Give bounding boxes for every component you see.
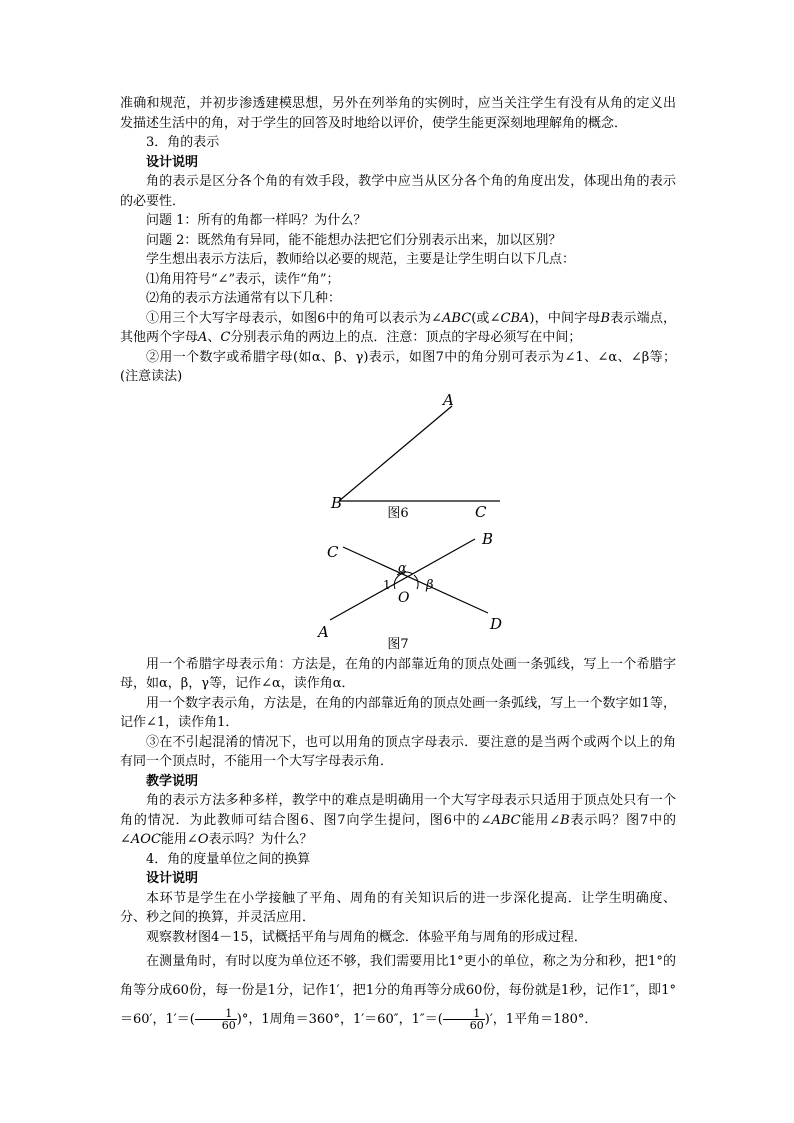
greek-letter-method: 用一个希腊字母表示角：方法是，在角的内部靠近角的顶点处画一条弧线，写上一个希腊字母，如α，β，γ等，记作∠α，读作角α． bbox=[120, 656, 676, 691]
section-4-heading: 4．角的度量单位之间的换算 bbox=[146, 851, 311, 867]
label-d: D bbox=[490, 614, 503, 633]
paragraph-observe: 观察教材图4－15，试概括平角与周角的概念．体验平角与周角的形成过程． bbox=[146, 929, 587, 945]
point-2: ⑵角的表示方法通常有以下几种： bbox=[146, 291, 342, 306]
figure-7-caption: 图7 bbox=[387, 636, 409, 652]
label-o: O bbox=[398, 589, 410, 606]
paragraph-angle-representation: 角的表示是区分各个角的有效手段，教学中应当从区分各个角的角度出发，体现出角的表示的必要性． bbox=[120, 174, 676, 209]
number-method: 用一个数字表示角，方法是，在角的内部靠近角的顶点处画一条弧线，写上一个数字如1等，记作∠1，读作角1． bbox=[120, 695, 676, 730]
label-c: C bbox=[475, 502, 487, 521]
fraction-1-60-b: $\frac{1}{60}$ bbox=[443, 1008, 485, 1031]
method-1: ①用三个大写字母表示，如图6中的角可以表示为∠ABC(或∠CBA)，中间字母B表示端点，其他两个字母A、C分别表示角的两边上的点．注意：顶点的字母必须写在中间； bbox=[120, 310, 676, 345]
paragraph-points-intro: 学生想出表示方法后，教师给以必要的规范，主要是让学生明白以下几点： bbox=[146, 252, 576, 267]
label-alpha: α bbox=[398, 560, 407, 576]
paragraph-units-intro: 本环节是学生在小学接触了平角、周角的有关知识后的进一步深化提高．让学生明确度、分、秒之间的换算，并灵活应用． bbox=[120, 890, 676, 925]
label-b: B bbox=[331, 493, 343, 512]
figure-7-diagram bbox=[120, 527, 676, 651]
label-c: C bbox=[327, 542, 339, 561]
method-3: ③在不引起混淆的情况下，也可以用角的顶点字母表示．要注意的是当两个或两个以上的角有同一个顶点时，不能用一个大写字母表示角． bbox=[120, 734, 676, 769]
label-b: B bbox=[482, 529, 494, 548]
section-3-heading: 3．角的表示 bbox=[146, 135, 220, 150]
intro-paragraph: 准确和规范，并初步渗透建模思想，另外在列举角的实例时，应当关注学生有没有从角的定义出发描述生活中的角，对于学生的回答及时地给以评价，使学生能更深刻地理解角的概念． bbox=[120, 96, 676, 131]
line-cd bbox=[343, 547, 488, 613]
label-beta: β bbox=[426, 577, 434, 593]
label-one: 1 bbox=[383, 577, 391, 592]
teaching-note: 角的表示方法多种多样，教学中的难点是明确用一个大写字母表示只适用于顶点处只有一个角的情况．为此教师可结合图6、图7向学生提问，图6中的∠ABC能用∠B表示吗？图7中的∠AOC能用∠O表示吗？为什么？ bbox=[120, 793, 676, 847]
question-2: 问题 2：既然角有异同，能不能想办法把它们分别表示出来，加以区别？ bbox=[146, 232, 562, 248]
label-a: A bbox=[318, 622, 329, 641]
figure-6 bbox=[120, 387, 676, 527]
teaching-note-heading: 教学说明 bbox=[146, 773, 199, 789]
point-1: ⑴角用符号“∠”表示，读作“角”； bbox=[146, 271, 340, 287]
fraction-1-60: $\frac{1}{60}$ bbox=[195, 1008, 237, 1031]
paragraph-unit-conversion: 在测量角时，有时以度为单位还不够，我们需要用比1°更小的单位，称之为分和秒，把1°的角等分成60份，每一份是1分，记作1′，把1分的角再等分成60份，每份就是1秒，记作1″，即1°＝60′，1′＝( $\frac{1}{60}$ )°，1周角＝360°，1′＝60″，1″＝( $\frac{1}{60}$ )′，1平角＝180°． bbox=[120, 954, 676, 1032]
design-note-heading-1: 设计说明 bbox=[146, 154, 199, 170]
arc-beta bbox=[414, 575, 418, 589]
figure-7 bbox=[120, 527, 676, 651]
design-note-heading-2: 设计说明 bbox=[146, 871, 199, 886]
figure-6-caption: 图6 bbox=[387, 505, 409, 521]
document-page bbox=[120, 94, 676, 1034]
ray-ba bbox=[339, 406, 452, 501]
question-1: 问题 1：所有的角都一样吗？为什么？ bbox=[146, 213, 367, 228]
method-2: ②用一个数字或希腊字母(如α、β、γ)表示，如图7中的角分别可表示为∠1、∠α、∠β等；(注意读法) bbox=[120, 349, 676, 384]
label-a: A bbox=[443, 390, 454, 409]
